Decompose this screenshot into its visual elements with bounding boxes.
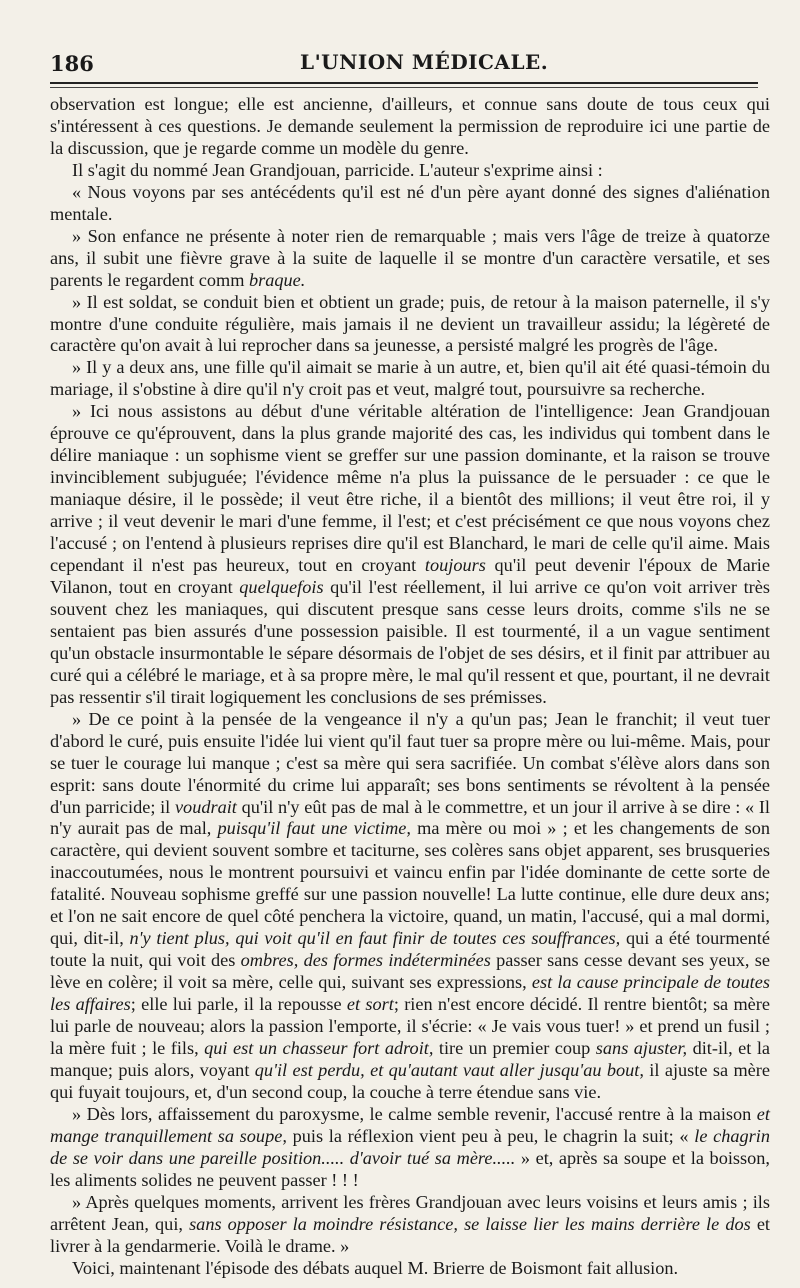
paragraph bbox=[50, 1192, 770, 1258]
paragraph bbox=[50, 182, 770, 226]
text-run: ma mère ou moi » ; et les changements de son caractère, qui devient souvent sombre et taciturne, ses colères sans objet apparent, ses brusqueries inaccoutumées, nous le montrent poursuivi et vaincu enfin par l'idée dominante de cette sorte de fatalité. Nouveau sophisme greffé sur une passion nouvelle! La lutte continue, elle dure deux ans; et l'on ne sait encore de quel côté penchera la victoire, quand, un matin, l'accusé, qui a mal dormi, qui, dit-il, bbox=[50, 818, 770, 949]
italic-text: braque. bbox=[248, 269, 306, 290]
text-run: » Après quelques moments, arrivent les frères Grandjouan avec leurs voisins et leurs amis ; ils arrêtent Jean, qui, bbox=[50, 1191, 770, 1234]
paragraph bbox=[50, 1104, 770, 1192]
paragraph bbox=[50, 401, 770, 708]
text-run: » et, après sa soupe et la boisson, les aliments solides ne peuvent passer ! ! ! bbox=[50, 1147, 770, 1190]
paragraph bbox=[50, 357, 770, 401]
running-title: L'UNION MÉDICALE. bbox=[300, 50, 549, 74]
text-run: « Nous voyons par ses antécédents qu'il est né d'un père ayant donné des signes d'aliénation mentale. bbox=[50, 181, 770, 224]
text-run: et livrer à la gendarmerie. Voilà le drame. » bbox=[50, 1213, 771, 1256]
text-run: ; rien n'est encore décidé. Il rentre bientôt; sa mère lui parle de nouveau; alors la passion l'emporte, il s'écrie: « Je vais vous tuer! » et prend un fusil ; la mère fuit ; le fils, bbox=[50, 994, 770, 1058]
text-run: passer sans cesse devant ses yeux, se lève en colère; il voit sa mère, celle qui, suivant ses expressions, bbox=[50, 950, 770, 993]
paragraph bbox=[50, 292, 770, 358]
text-run: qui a été tourmenté toute la nuit, qui voit des bbox=[50, 928, 771, 971]
italic-text: le chagrin de se voir dans une pareille position..... d'avoir tué sa mère..... bbox=[50, 1125, 770, 1168]
paragraph bbox=[50, 709, 770, 1104]
body-text bbox=[50, 94, 770, 1279]
text-run: qu'il peut devenir l'époux de Marie Vilanon, tout en croyant bbox=[50, 555, 770, 597]
paragraph bbox=[50, 1258, 770, 1280]
paragraph bbox=[50, 160, 770, 182]
text-run: ; elle lui parle, il la repousse bbox=[130, 994, 347, 1015]
page-header bbox=[50, 46, 758, 86]
text-run: » De ce point à la pensée de la vengeance il n'y a qu'un pas; Jean le franchit; il veut tuer d'abord le curé, puis ensuite l'idée lui vient qu'il faut tuer sa propre mère ou lui-même. Mais, pour se tuer le courage lui manque ; c'est sa mère qui sera sacrifiée. Un combat s'élève alors dans son esprit: sans doute l'énormité du crime lui apparaît; ses bons sentiments se révoltent à la pensée d'un parricide; il bbox=[50, 708, 770, 817]
text-run: Il s'agit du nommé Jean Grandjouan, parricide. L'auteur s'exprime ainsi : bbox=[72, 159, 603, 180]
paragraph bbox=[50, 226, 770, 292]
text-run: qu'il l'est réellement, il lui arrive ce qu'on voit arriver très souvent chez les maniaques, qui discutent presque sans cesse leurs droits, comme s'ils ne se sentaient pas bien assurés d'une possession paisible. Il est tourmenté, il a un vague sentiment qu'un obstacle insurmontable le sépare désormais de l'objet de ses désirs, et il finit par attribuer au curé qui a célébré le mariage, et à sa propre mère, le mal qu'il ressent et que, pourtant, il ne devrait pas ressentir s'il tirait logiquement les conclusions de ses prémisses. bbox=[50, 576, 771, 707]
text-run: observation est longue; elle est ancienne, d'ailleurs, et connue sans doute de tous ceux qui s'intéressent à ces questions. Je demande seulement la permission de reproduire ici une partie de la discussion, que je regarde comme un modèle du genre. bbox=[50, 94, 770, 158]
text-run: qu'il n'y eût pas de mal à le commettre, et un jour il arrive à se dire : « Il n'y aurait pas de mal, bbox=[50, 796, 770, 839]
italic-text: quelquefois bbox=[239, 576, 324, 597]
paragraph bbox=[50, 94, 770, 160]
italic-text: voudrait bbox=[174, 796, 237, 817]
text-run: » Il y a deux ans, une fille qu'il aimait se marie à un autre, et, bien qu'il ait été quasi-témoin du mariage, il s'obstine à dire qu'il n'y croit pas et veut, malgré tout, poursuivre sa recherche. bbox=[50, 357, 770, 400]
text-run: tire un premier coup bbox=[433, 1037, 596, 1058]
text-run: il ajuste sa mère qui fuyait toujours, et, d'un second coup, la couche à terre étendue sans vie. bbox=[50, 1059, 770, 1102]
italic-text: toujours bbox=[424, 555, 486, 576]
italic-text: qu'il est perdu, et qu'autant vaut aller jusqu'au bout, bbox=[254, 1059, 644, 1080]
italic-text: sans ajuster, bbox=[595, 1037, 688, 1058]
italic-text: sans opposer la moindre résistance, se laisse lier les mains derrière le dos bbox=[189, 1213, 751, 1234]
italic-text: est la cause principale de toutes les affaires bbox=[50, 972, 770, 1015]
italic-text: puisqu'il faut une victime, bbox=[217, 818, 411, 839]
page-number: 186 bbox=[50, 51, 94, 76]
italic-text: et sort bbox=[346, 994, 394, 1015]
italic-text: qui est un chasseur fort adroit, bbox=[204, 1037, 434, 1058]
text-run: dit-il, et la manque; puis alors, voyant bbox=[50, 1037, 771, 1080]
italic-text: et mange tranquillement sa soupe, bbox=[50, 1103, 770, 1146]
text-run: » Il est soldat, se conduit bien et obtient un grade; puis, de retour à la maison paternelle, il s'y montre d'une conduite régulière, mais jamais il ne devient un travailleur assidu; la légèreté de caractère qu'on avait à lui reprocher dans sa jeunesse, a persisté malgré les progrès de l'âge. bbox=[50, 291, 770, 356]
text-run: » Ici nous assistons au début d'une véritable altération de l'intelligence: Jean Grandjouan éprouve ce qu'éprouvent, dans la plus grande majorité des cas, les individus qui tombent dans le délire maniaque : un sophisme vient se greffer sur une passion dominante, et la raison se trouve invinciblement subjuguée; l'évidence même n'a plus la puissance de le persuader : ce que le maniaque désire, il le possède; il veut être riche, il a bientôt des millions; il veut être roi, il y arrive ; il veut devenir le mari d'une femme, il l'est; et c'est précisément ce que nous voyons chez l'accusé ; on l'entend à plusieurs reprises dire qu'il est Blanchard, le mari de celle qu'il aime. Mais cependant il n'est pas heureux, tout en croyant bbox=[50, 401, 770, 576]
text-run: » Dès lors, affaissement du paroxysme, le calme semble revenir, l'accusé rentre à la maison bbox=[72, 1103, 757, 1124]
italic-text: ombres, des formes indéterminées bbox=[240, 950, 491, 971]
text-run: puis la réflexion vient peu à peu, le chagrin la suit; « bbox=[286, 1125, 695, 1146]
header-rule bbox=[50, 82, 758, 84]
text-run: Voici, maintenant l'épisode des débats auquel M. Brierre de Boismont fait allusion. bbox=[72, 1257, 679, 1278]
header-rule-thin bbox=[50, 87, 758, 88]
italic-text: n'y tient plus, qui voit qu'il en faut finir de toutes ces souffrances, bbox=[129, 928, 621, 949]
text-run: » Son enfance ne présente à noter rien de remarquable ; mais vers l'âge de treize à quatorze ans, il subit une fièvre grave à la suite de laquelle il se montre d'un caractère versatile, et ses parents le regardent comm bbox=[50, 225, 770, 290]
